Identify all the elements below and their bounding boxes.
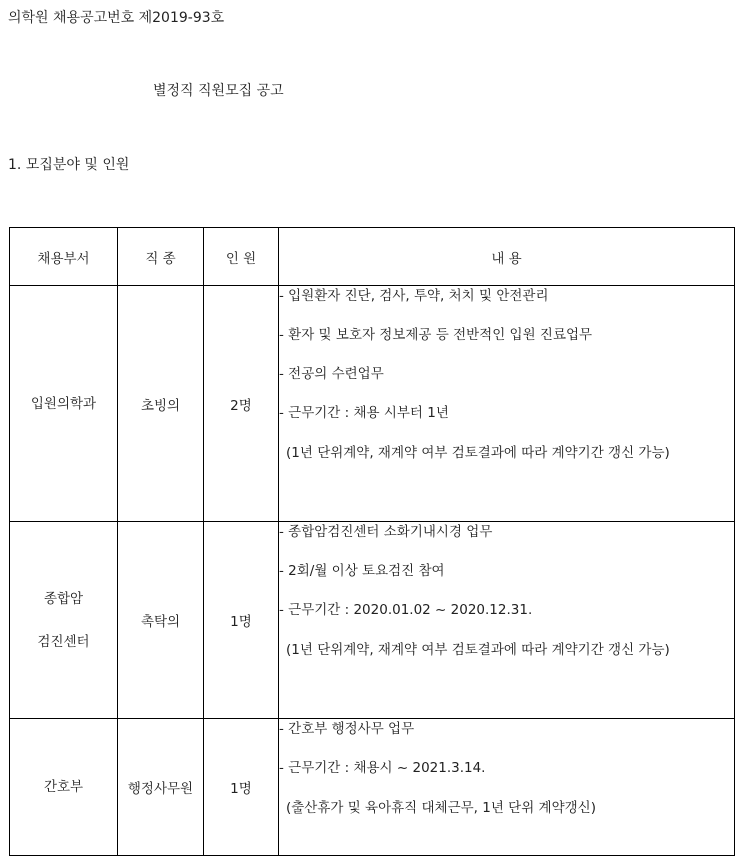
details-cell xyxy=(279,286,735,522)
duty-item: - 간호부 행정사무 업무 xyxy=(279,721,415,737)
department-cell xyxy=(10,522,118,719)
details-cell xyxy=(279,522,735,719)
table-header-row xyxy=(10,228,735,286)
duty-item: - 환자 및 보호자 정보제공 등 전반적인 입원 진료업무 xyxy=(279,327,593,343)
page-title: 별정직 직원모집 공고 xyxy=(153,83,284,99)
table-row xyxy=(10,719,735,856)
recruitment-table xyxy=(9,227,735,856)
table-row xyxy=(10,522,735,719)
notice-number: 의학원 채용공고번호 제2019-93호 xyxy=(8,10,225,26)
job-type-cell: 초빙의 xyxy=(118,286,204,522)
department-cell xyxy=(10,719,118,856)
duty-item: - 근무기간 : 채용시 ~ 2021.3.14. xyxy=(279,760,486,776)
column-header-department: 채용부서 xyxy=(10,228,118,286)
department-name: 입원의학과 xyxy=(30,395,97,412)
duty-item: - 근무기간 : 2020.01.02 ~ 2020.12.31. xyxy=(279,602,533,618)
duty-item: - 종합암검진센터 소화기내시경 업무 xyxy=(279,524,493,540)
duty-item: - 입원환자 진단, 검사, 투약, 처치 및 안전관리 xyxy=(279,288,549,304)
department-cell xyxy=(10,286,118,522)
duty-item: - 근무기간 : 채용 시부터 1년 xyxy=(279,405,449,421)
department-name: 검진센터 xyxy=(37,633,90,650)
department-name: 간호부 xyxy=(43,779,84,795)
section-heading: 1. 모집분야 및 인원 xyxy=(8,157,130,173)
contract-note: (출산휴가 및 육아휴직 대체근무, 1년 단위 계약갱신) xyxy=(286,800,596,816)
headcount-cell: 1명 xyxy=(204,719,279,856)
headcount-cell: 1명 xyxy=(204,522,279,719)
table-row xyxy=(10,286,735,522)
job-type-cell: 촉탁의 xyxy=(118,522,204,719)
duty-item: - 전공의 수련업무 xyxy=(279,366,384,382)
duty-item: - 2회/월 이상 토요검진 참여 xyxy=(279,563,445,579)
department-name: 종합암 xyxy=(43,590,84,607)
job-type-cell: 행정사무원 xyxy=(118,719,204,856)
column-header-details: 내 용 xyxy=(279,228,735,286)
headcount-cell: 2명 xyxy=(204,286,279,522)
contract-note: (1년 단위계약, 재계약 여부 검토결과에 따라 계약기간 갱신 가능) xyxy=(286,642,670,658)
column-header-headcount: 인 원 xyxy=(204,228,279,286)
column-header-job-type: 직 종 xyxy=(118,228,204,286)
details-cell xyxy=(279,719,735,856)
contract-note: (1년 단위계약, 재계약 여부 검토결과에 따라 계약기간 갱신 가능) xyxy=(286,445,670,461)
